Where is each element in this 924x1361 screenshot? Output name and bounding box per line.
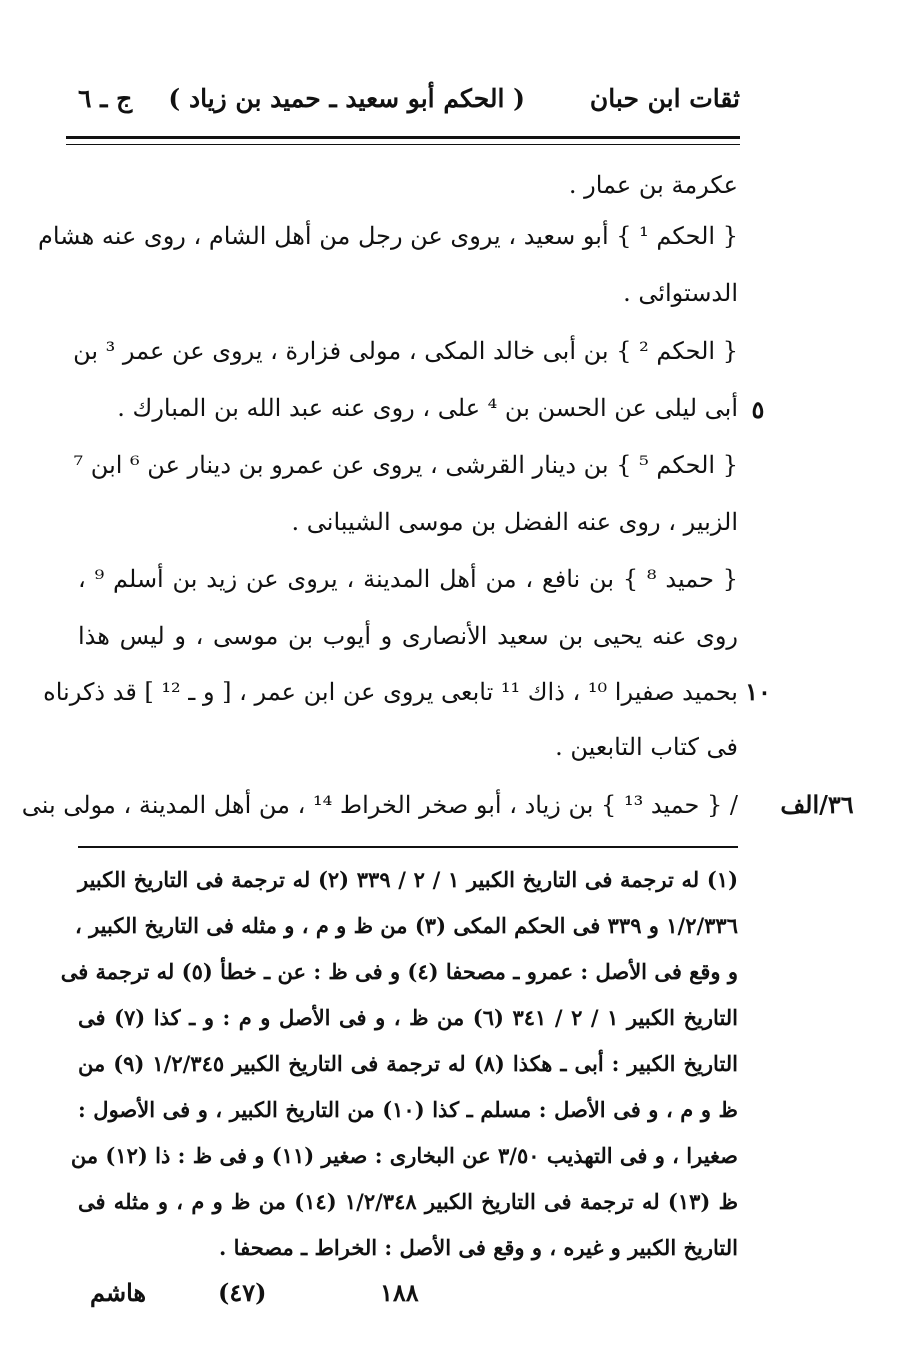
body-line: بحميد صفيرا ¹⁰ ، ذاك ¹¹ تابعى يروى عن ابن عمر ، [ و ـ ¹² ] قد ذكرناه bbox=[43, 678, 738, 706]
press-name: هاشم bbox=[90, 1278, 147, 1307]
body-line: عكرمة بن عمار . bbox=[568, 171, 738, 199]
page-number: ١٨٨ bbox=[380, 1278, 419, 1307]
running-header bbox=[78, 84, 740, 128]
footnote-line: ١/٢/٣٣٦ و ٣٣٩ فى الحكم المكى (٣) من ظ و م ، و مثله فى التاريخ الكبير ، bbox=[75, 913, 738, 938]
header-rule-thin bbox=[66, 144, 740, 145]
footnote-line: ظ (١٣) له ترجمة فى التاريخ الكبير ١/٢/٣٤٨ (١٤) من ظ و م ، و مثله فى bbox=[78, 1189, 738, 1214]
signature-mark: (٤٧) bbox=[218, 1278, 267, 1307]
body-line: الزبير ، روى عنه الفضل بن موسى الشيبانى . bbox=[291, 508, 738, 536]
body-line: { الحكم ² } بن أبى خالد المكى ، مولى فزارة ، يروى عن عمر ³ بن bbox=[73, 337, 738, 365]
footnote-line: (١) له ترجمة فى التاريخ الكبير ١ / ٢ / ٣٣٩ (٢) له ترجمة فى التاريخ الكبير bbox=[78, 867, 738, 892]
book-title: ثقات ابن حبان bbox=[589, 84, 740, 113]
footnote-line: التاريخ الكبير : أبى ـ هكذا (٨) له ترجمة فى التاريخ الكبير ١/٢/٣٤٥ (٩) من bbox=[78, 1051, 739, 1076]
body-line: روى عنه يحيى بن سعيد الأنصارى و أيوب بن موسى ، و ليس هذا bbox=[78, 622, 738, 650]
body-line: / { حميد ¹³ } بن زياد ، أبو صخر الخراط ¹⁴ ، من أهل المدينة ، مولى بنى bbox=[21, 791, 738, 819]
body-line: أبى ليلى عن الحسن بن ⁴ على ، روى عنه عبد الله بن المبارك . bbox=[117, 394, 738, 422]
volume-label: ج ـ ٦ bbox=[78, 84, 133, 113]
body-line: { الحكم ⁵ } بن دينار القرشى ، يروى عن عمرو بن دينار عن ⁶ ابن ⁷ bbox=[73, 451, 738, 479]
footnote-line: و وقع فى الأصل : عمرو ـ مصحفا (٤) و فى ظ : عن ـ خطأ (٥) له ترجمة فى bbox=[60, 959, 738, 984]
footnote-line: ظ و م ، و فى الأصل : مسلم ـ كذا (١٠) من التاريخ الكبير ، و فى الأصول : bbox=[78, 1097, 738, 1122]
header-rule-thick bbox=[66, 136, 740, 139]
line-number-5: ٥ bbox=[751, 395, 765, 424]
footnote-separator bbox=[78, 846, 738, 848]
manuscript-folio-ref: ٣٦/الف bbox=[780, 790, 854, 819]
body-line: { الحكم ¹ } أبو سعيد ، يروى عن رجل من أهل الشام ، روى عنه هشام bbox=[37, 222, 738, 250]
footnote-line: التاريخ الكبير ١ / ٢ / ٣٤١ (٦) من ظ ، و فى الأصل و م : و ـ كذا (٧) فى bbox=[78, 1005, 739, 1030]
body-line: الدستوائى . bbox=[623, 279, 738, 307]
entry-range: ( الحكم أبو سعيد ـ حميد بن زياد ) bbox=[168, 84, 525, 113]
footnote-line: صغيرا ، و فى التهذيب ٣/٥٠ عن البخارى : صغير (١١) و فى ظ : ذا (١٢) من bbox=[70, 1143, 738, 1168]
body-line: فى كتاب التابعين . bbox=[555, 733, 738, 761]
line-number-10: ١٠ bbox=[745, 677, 771, 706]
footnote-line: التاريخ الكبير و غيره ، و وقع فى الأصل : الخراط ـ مصحفا . bbox=[219, 1235, 738, 1260]
body-line: { حميد ⁸ } بن نافع ، من أهل المدينة ، يروى عن زيد بن أسلم ⁹ ، bbox=[78, 565, 739, 593]
